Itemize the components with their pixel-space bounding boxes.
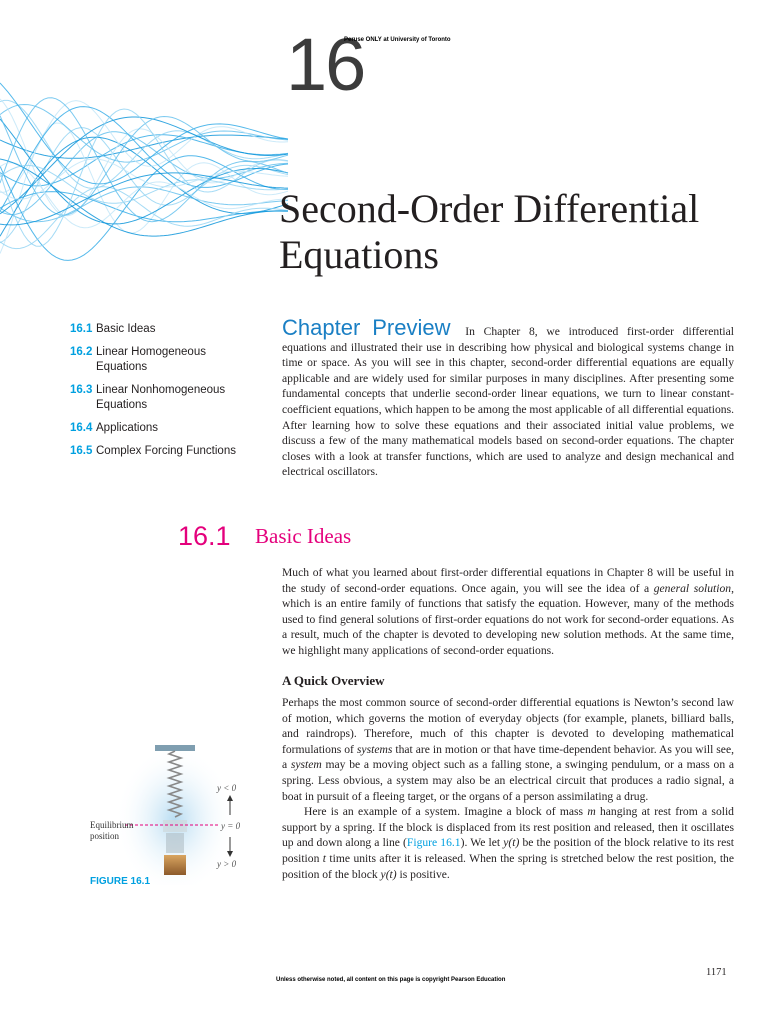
ghost-block — [163, 820, 187, 832]
overview-paragraph: Perhaps the most common source of second-order differential equations is Newton’s second law of motion, which governs the motion of everyday objects (for example, planets, billiard balls, and raindrops). Therefore, much of this chapter is devoted to developing mathematical formulations of systems that are in motion or that have time-dependent behavior. As you will see, a system may be a moving object such as a falling stone, a swinging pendulum, or a mass on a spring. Less obvious, a system may also be an electrical circuit that produces a radio signal, a boat in pursuit of a fleeing target, or the organs of a person assimilating a drug. — [282, 696, 735, 803]
spring-mass-figure — [90, 745, 260, 885]
wave-curve — [0, 135, 288, 158]
chapter-toc — [70, 322, 260, 467]
figure-link[interactable]: Figure 16.1 — [406, 836, 461, 850]
toc-label: Applications — [96, 422, 159, 434]
subsection-heading: A Quick Overview — [282, 673, 385, 688]
toc-number: 16.4 — [70, 422, 93, 434]
label-y-equal: y = 0 — [221, 821, 241, 831]
toc-label: Linear Nonhomogeneous Equations — [96, 384, 226, 411]
chapter-title — [279, 186, 749, 278]
chapter-preview — [282, 315, 734, 480]
position-label: position — [90, 831, 120, 841]
chapter-title-line2: Equations — [279, 232, 439, 277]
wave-curve — [0, 159, 288, 236]
chapter-number: 16 — [286, 23, 365, 106]
toc-number: 16.5 — [70, 445, 93, 457]
overview-text — [282, 695, 734, 882]
chapter-title-line1: Second-Order Differential — [279, 186, 700, 231]
section-title: Basic Ideas — [255, 524, 352, 548]
toc-label: Linear Homogeneous Equations — [96, 346, 206, 373]
example-paragraph: Here is an example of a system. Imagine a block of mass m hanging at rest from a solid support by a spring. If the block is displaced from its rest position and released, then it oscillates up and down along a line (Figure 16.1). We let y(t) be the position of the block relative to its rest position t time units after it is released. When the spring is stretched below the rest position, the position of the block y(t) is positive. — [282, 805, 734, 881]
toc-number: 16.2 — [70, 346, 93, 358]
page-number: 1171 — [706, 967, 727, 978]
toc-number: 16.1 — [70, 323, 93, 335]
copyright-footer: Unless otherwise noted, all content on this page is copyright Pearson Education — [276, 977, 506, 983]
mass-block — [164, 855, 186, 875]
toc-item[interactable] — [70, 444, 260, 459]
toc-item[interactable] — [70, 383, 260, 413]
preview-heading: Chapter Preview — [282, 315, 451, 340]
toc-item[interactable] — [70, 421, 260, 436]
toc-item[interactable] — [70, 322, 260, 337]
label-y-greater: y > 0 — [217, 859, 237, 869]
toc-label: Basic Ideas — [96, 323, 156, 335]
label-y-less: y < 0 — [217, 783, 237, 793]
preview-text: In Chapter 8, we introduced first-order differential equations and illustrated their use in describing how physical and biological systems change in time or space. As you will see in this chapter, second-order differential equations are equally applicable and are widely used for similar purposes in many disciplines. After presenting some fundamental concepts that underlie second-order linear equations, we turn to linear constant-coefficient equations, which happen to be among the most applicable of all differential equations. After learning how to solve these equations and their associated initial value problems, we discuss a few of the many mathematical models based on second-order equations. The chapter closes with a look at transfer functions, which are used to analyze and design mechanical and electrical oscillators. — [282, 325, 734, 479]
toc-item[interactable] — [70, 345, 260, 375]
watermark-text: Peruse ONLY at University of Toronto — [344, 37, 451, 43]
ghost-spring — [166, 833, 184, 853]
section-intro-paragraph: Much of what you learned about first-order differential equations in Chapter 8 will be useful in the study of second-order equations. Once again, you will see the idea of a general solution, which is an entire family of functions that satisfy the equation. However, many of the methods used to find general solutions of first-order equations do not work for second-order equations. As a result, much of the chapter is devoted to developing new solution methods. At the same time, we highlight many applications of second-order equations. — [282, 566, 734, 657]
wave-illustration — [0, 30, 290, 330]
toc-label: Complex Forcing Functions — [96, 445, 236, 457]
ceiling-support — [155, 745, 195, 751]
toc-number: 16.3 — [70, 384, 93, 396]
figure-caption: FIGURE 16.1 — [90, 876, 151, 887]
section-number: 16.1 — [178, 521, 231, 551]
equilibrium-label: Equilibrium — [90, 820, 134, 830]
